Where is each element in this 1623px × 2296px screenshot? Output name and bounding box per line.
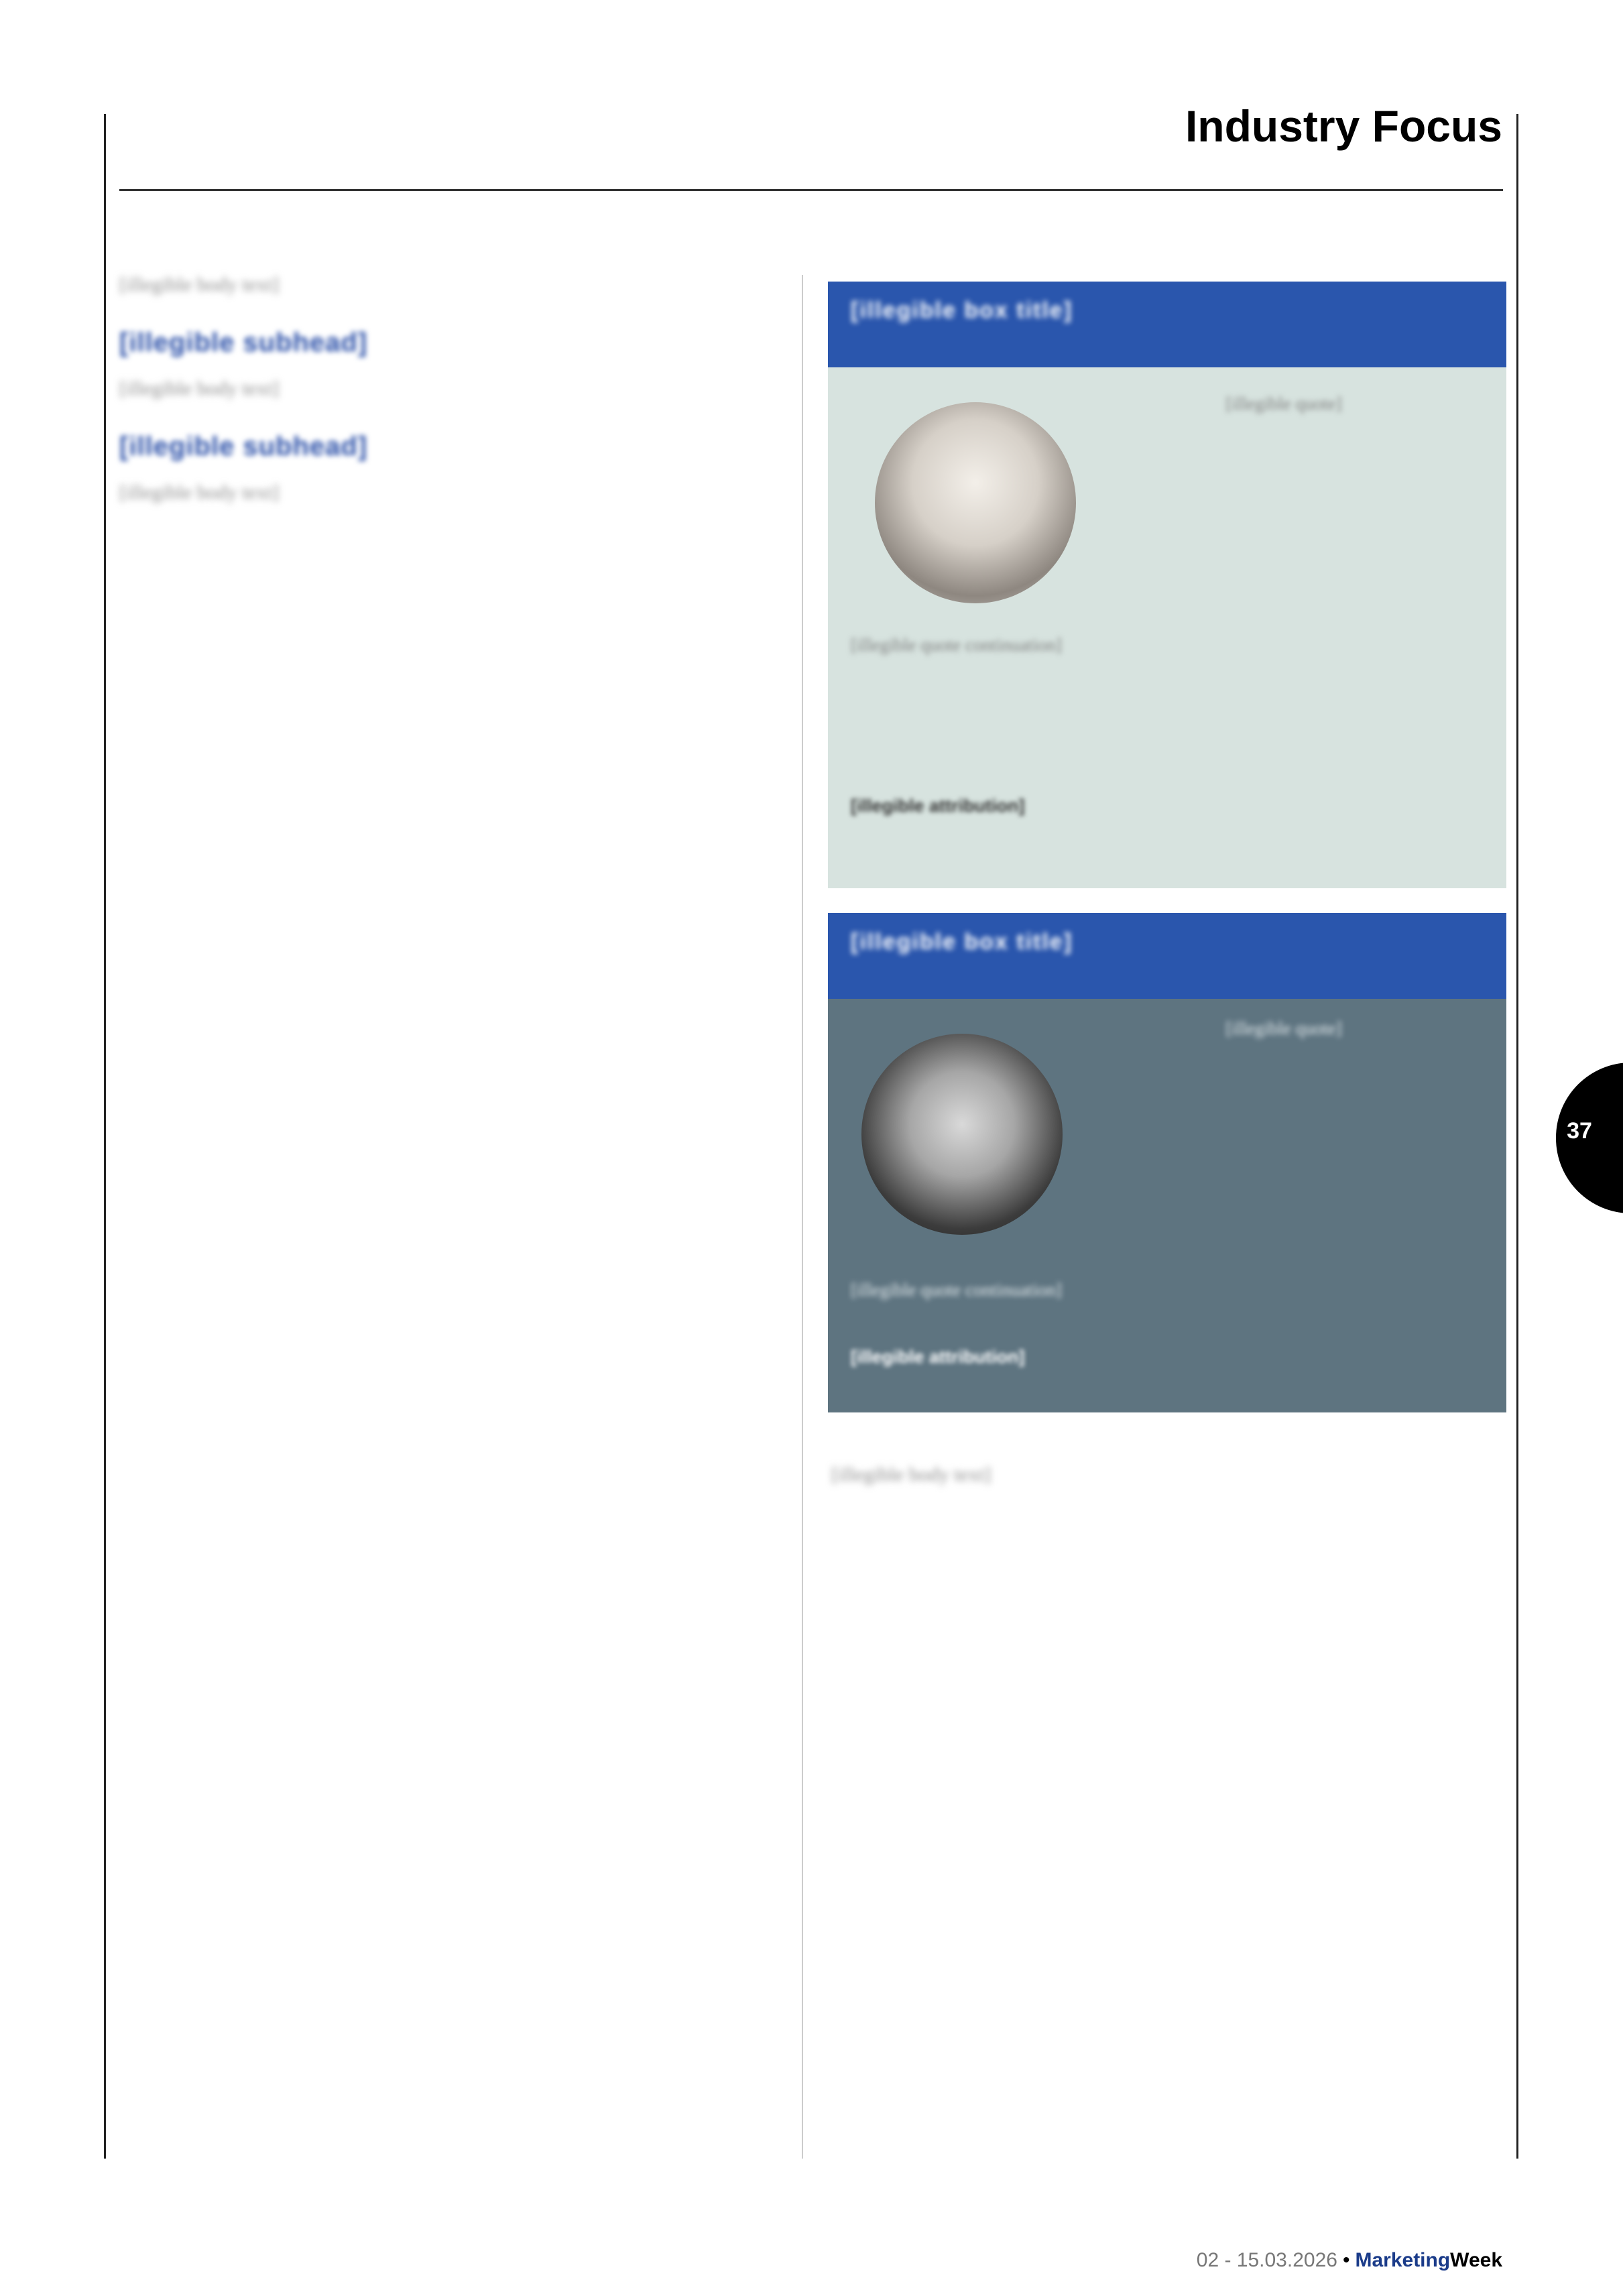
quote-text-continued: [illegible quote continuation] <box>851 1280 1062 1300</box>
right-column-bottom <box>831 1458 1508 1498</box>
body-paragraph: [illegible body text] <box>119 481 280 503</box>
quote-attribution: [illegible attribution] <box>851 796 1025 816</box>
issue-date: 02 - 15.03.2026 <box>1196 2249 1337 2271</box>
section-title: Industry Focus <box>1185 101 1502 151</box>
page-frame-left <box>104 114 106 2159</box>
quote-attribution: [illegible attribution] <box>851 1347 1025 1367</box>
page-number: 37 <box>1567 1118 1592 1144</box>
portrait-photo <box>875 402 1076 603</box>
quote-text: [illegible quote] <box>1225 394 1342 414</box>
subhead: [illegible subhead] <box>119 328 368 357</box>
footer-separator: • <box>1342 2249 1350 2271</box>
page-frame-right <box>1516 114 1518 2159</box>
portrait-photo <box>861 1034 1063 1235</box>
quote-box-1 <box>828 282 1506 888</box>
body-paragraph: [illegible body text] <box>119 274 280 296</box>
quote-text-continued: [illegible quote continuation] <box>851 635 1062 655</box>
brand-logo-part1: Marketing <box>1355 2249 1451 2271</box>
quote-box-title: [illegible box title] <box>851 298 1073 323</box>
column-divider <box>802 275 803 2159</box>
quote-box-title: [illegible box title] <box>851 929 1073 955</box>
body-paragraph: [illegible body text] <box>119 377 280 400</box>
left-column <box>119 268 796 516</box>
subhead: [illegible subhead] <box>119 432 368 461</box>
quote-box-2 <box>828 913 1506 1412</box>
body-paragraph: [illegible body text] <box>831 1463 991 1486</box>
header-rule <box>119 189 1503 191</box>
quote-box-header <box>828 913 1506 999</box>
footer <box>1197 2249 1502 2272</box>
brand-logo-part2: Week <box>1450 2249 1502 2271</box>
quote-box-header <box>828 282 1506 367</box>
quote-text: [illegible quote] <box>1225 1018 1342 1038</box>
